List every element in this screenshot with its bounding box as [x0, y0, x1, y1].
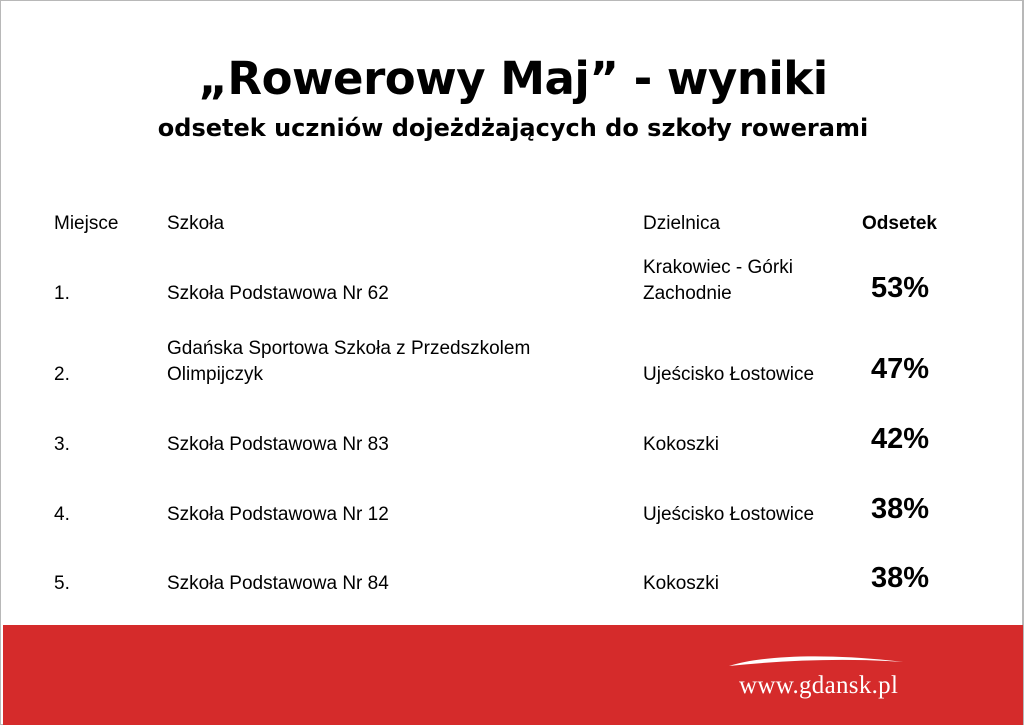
row-school: Szkoła Podstawowa Nr 12 — [167, 504, 389, 525]
row-district: Kokoszki — [643, 573, 720, 594]
row-school: Szkoła Podstawowa Nr 83 — [167, 434, 389, 455]
swoosh-icon — [727, 652, 907, 670]
row-district-line1: Krakowiec - Górki — [643, 257, 793, 278]
row-school: Szkoła Podstawowa Nr 84 — [167, 573, 389, 594]
row-district: Kokoszki — [643, 434, 720, 455]
row-place: 2. — [54, 364, 70, 385]
header-place: Miejsce — [54, 213, 119, 234]
site-logo-text[interactable]: www.gdansk.pl — [739, 672, 899, 699]
row-district-line2: Zachodnie — [643, 283, 732, 304]
header-district: Dzielnica — [643, 213, 721, 234]
row-percent: 53% — [871, 272, 930, 304]
row-percent: 47% — [871, 353, 930, 385]
header-school: Szkoła — [167, 213, 225, 234]
header-percent: Odsetek — [862, 213, 937, 234]
page-title: „Rowerowy Maj” - wyniki — [198, 52, 828, 105]
row-percent: 38% — [871, 493, 930, 525]
page-subtitle: odsetek uczniów dojeżdżających do szkoły rowerami — [157, 114, 869, 142]
row-district: Ujeścisko Łostowice — [643, 504, 815, 525]
row-school-line2: Olimpijczyk — [167, 364, 264, 385]
row-percent: 42% — [871, 423, 930, 455]
row-school: Szkoła Podstawowa Nr 62 — [167, 283, 389, 304]
row-place: 1. — [54, 283, 70, 304]
row-place: 4. — [54, 504, 70, 525]
row-place: 3. — [54, 434, 70, 455]
row-percent: 38% — [871, 562, 930, 594]
row-district: Ujeścisko Łostowice — [643, 364, 815, 385]
row-place: 5. — [54, 573, 70, 594]
row-school-line1: Gdańska Sportowa Szkoła z Przedszkolem — [167, 338, 531, 359]
